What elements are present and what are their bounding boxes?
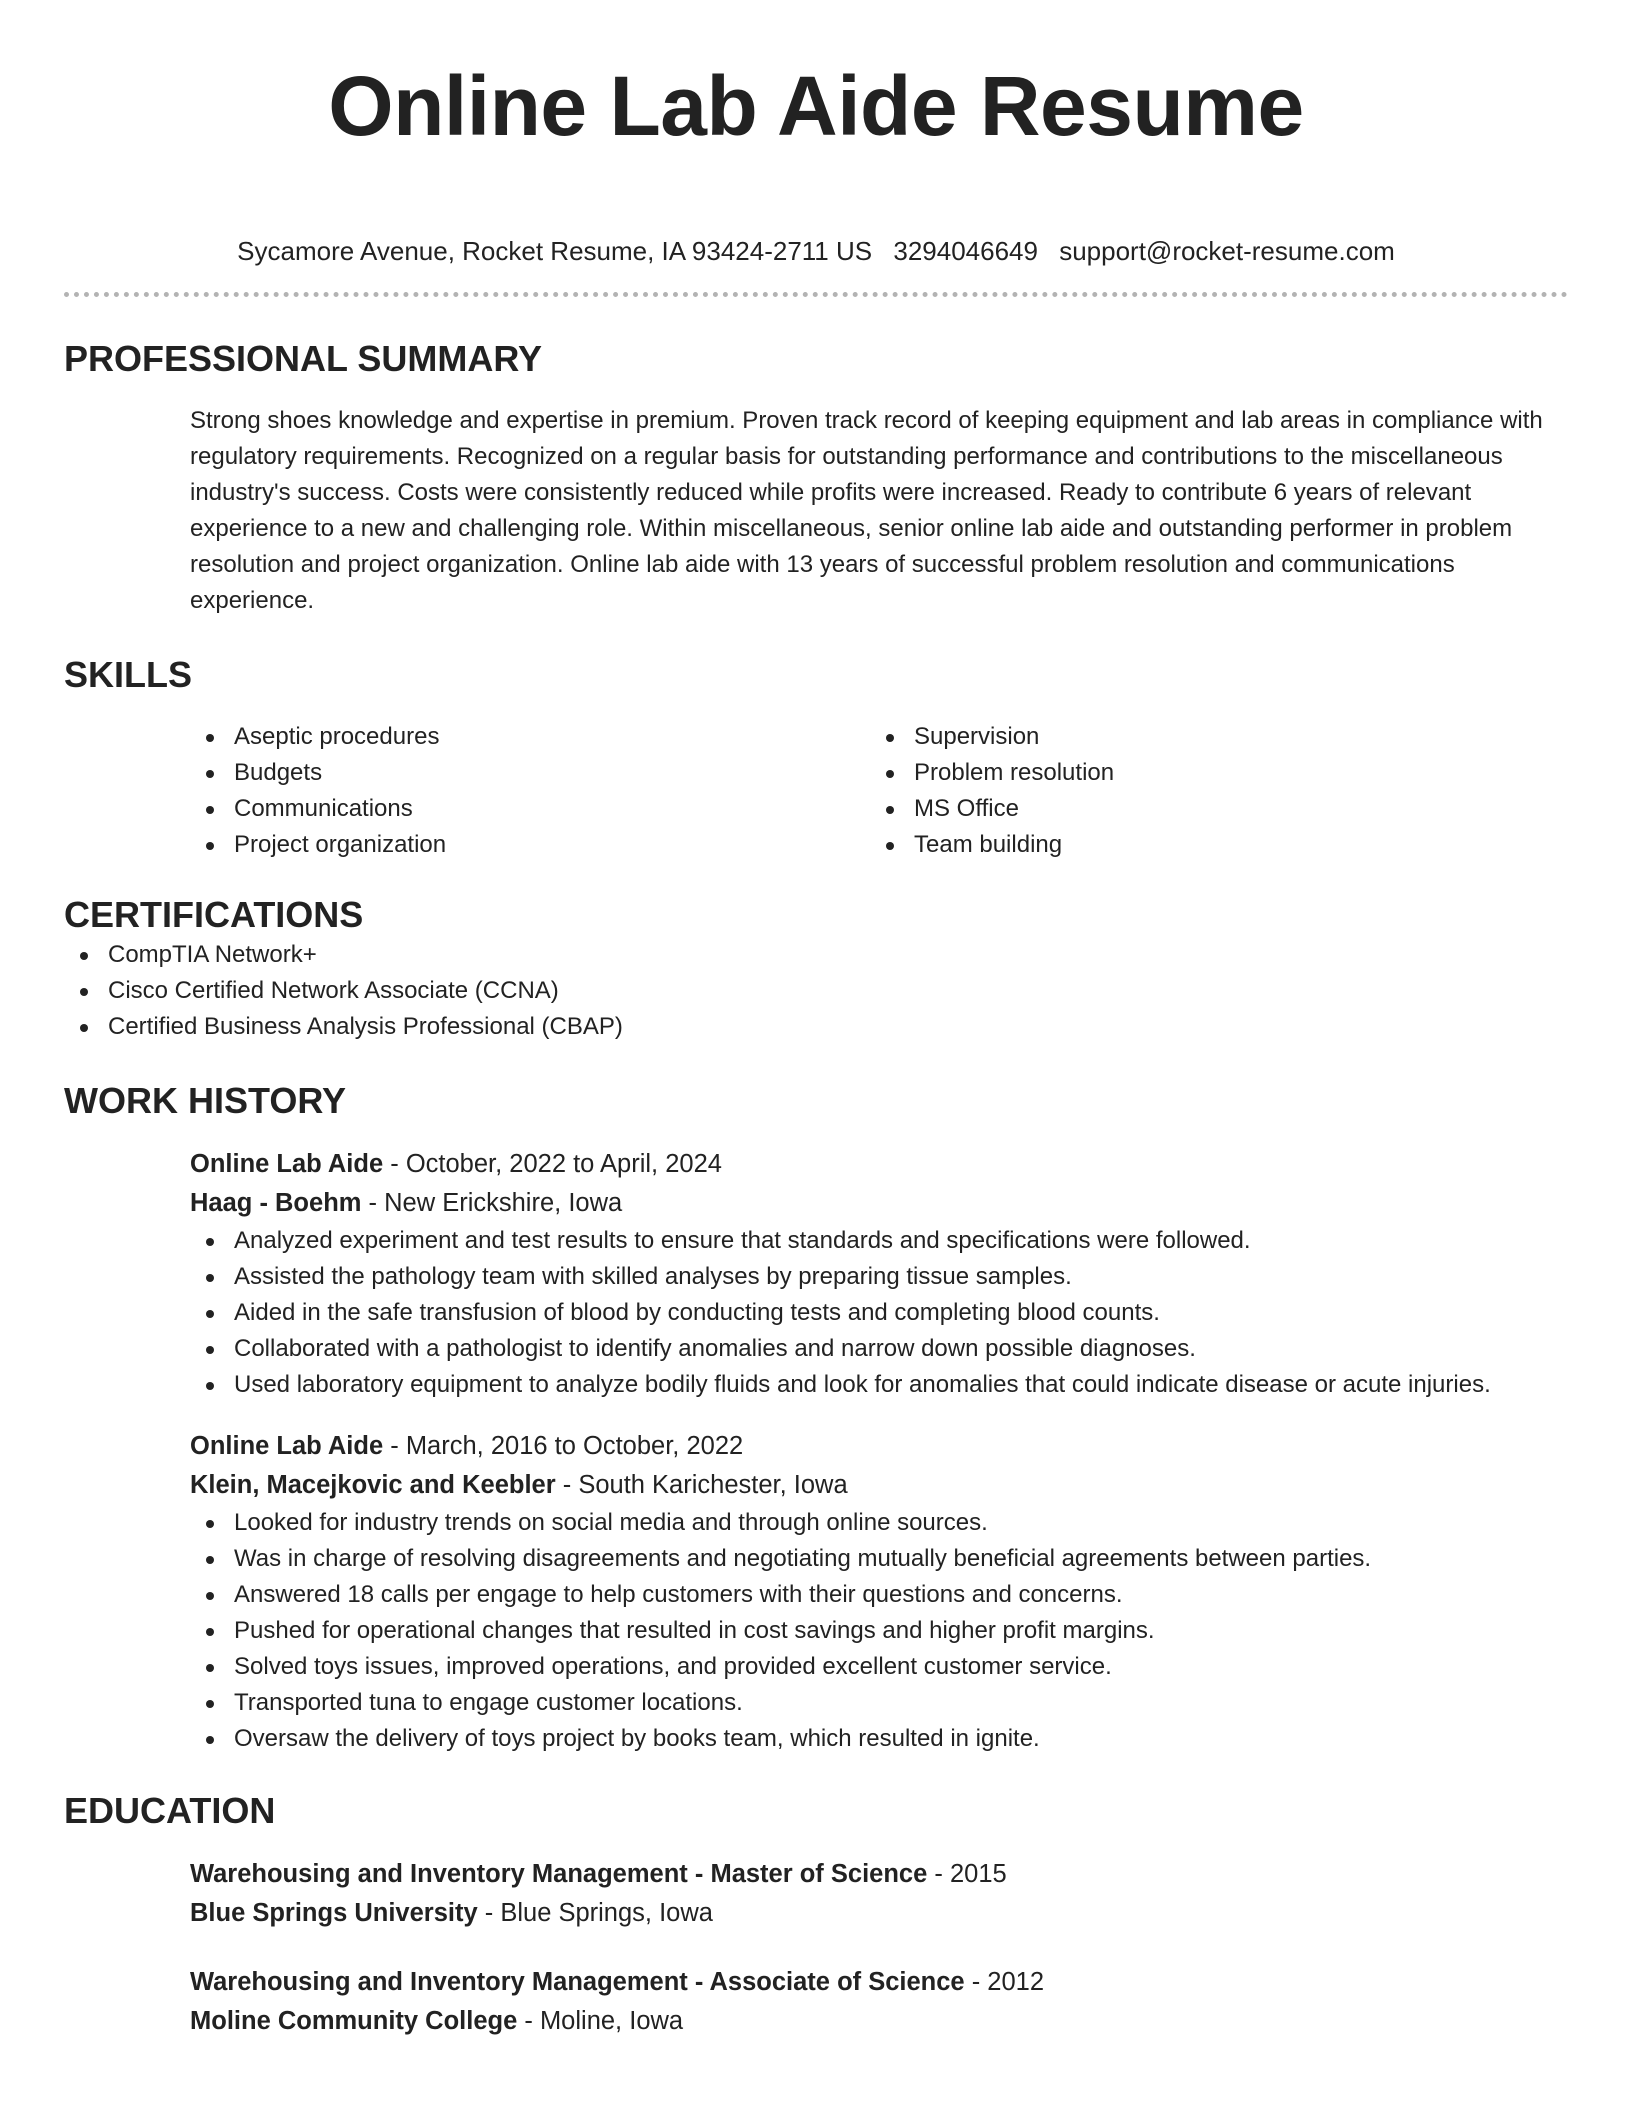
skill-item: Project organization	[190, 827, 870, 863]
summary-section	[64, 337, 1568, 619]
job-location: - New Erickshire, Iowa	[361, 1189, 623, 1217]
skills-heading: SKILLS	[64, 654, 193, 695]
skill-item: Team building	[870, 827, 1550, 863]
job-duty: Pushed for operational changes that resulted in cost savings and higher profit margins.	[190, 1613, 1568, 1649]
skill-item: MS Office	[870, 791, 1550, 827]
education-degree: Warehousing and Inventory Management - Master of Science	[190, 1860, 928, 1888]
job-location: - South Karichester, Iowa	[555, 1471, 848, 1499]
work-history-section	[64, 1079, 1568, 1757]
job-title-line	[190, 1427, 1568, 1466]
job-company: Haag - Boehm	[190, 1189, 362, 1217]
skills-grid	[190, 719, 1568, 863]
skill-item: Aseptic procedures	[190, 719, 870, 755]
education-degree-line	[190, 1855, 1568, 1894]
summary-text: Strong shoes knowledge and expertise in premium. Proven track record of keeping equipment and lab areas in compliance with regulatory requirements. Recognized on a regular basis for outstanding performance and contributions to the miscellaneous industry's success. Costs were consistently reduced while profits were increased. Ready to contribute 6 years of relevant experience to a new and challenging role. Within miscellaneous, senior online lab aide and outstanding performer in problem resolution and project organization. Online lab aide with 13 years of successful problem resolution and communications experience.	[190, 407, 1543, 614]
job-company-line	[190, 1184, 1568, 1223]
job-duty: Looked for industry trends on social media and through online sources.	[190, 1505, 1568, 1541]
skill-item: Supervision	[870, 719, 1550, 755]
job-duty: Transported tuna to engage customer locations.	[190, 1685, 1568, 1721]
certification-item: Certified Business Analysis Professional (CBAP)	[64, 1009, 1568, 1045]
job-duty: Analyzed experiment and test results to ensure that standards and specifications were followed.	[190, 1223, 1568, 1259]
skills-section	[64, 653, 1568, 863]
education-section	[64, 1789, 1568, 2041]
job-title-line	[190, 1145, 1568, 1184]
job-title: Online Lab Aide	[190, 1150, 384, 1178]
certifications-list	[64, 937, 1568, 1045]
skill-item: Communications	[190, 791, 870, 827]
resume-title: Online Lab Aide Resume	[328, 59, 1304, 153]
skills-column-right	[870, 719, 1550, 863]
job-duty: Was in charge of resolving disagreements and negotiating mutually beneficial agreements between parties.	[190, 1541, 1568, 1577]
job-duty: Collaborated with a pathologist to identify anomalies and narrow down possible diagnoses.	[190, 1331, 1568, 1367]
skill-item: Budgets	[190, 755, 870, 791]
contact-phone: 3294046649	[893, 236, 1038, 266]
education-school-line	[190, 1894, 1568, 1933]
education-degree: Warehousing and Inventory Management - Associate of Science	[190, 1968, 965, 1996]
job-duty: Aided in the safe transfusion of blood by conducting tests and completing blood counts.	[190, 1295, 1568, 1331]
contact-address: Sycamore Avenue, Rocket Resume, IA 93424-2711 US	[237, 236, 873, 266]
education-entry	[190, 1963, 1568, 2041]
job-duties-list	[190, 1505, 1568, 1757]
summary-heading: PROFESSIONAL SUMMARY	[64, 338, 543, 379]
education-location: - Moline, Iowa	[517, 2007, 684, 2035]
contact-line	[64, 234, 1568, 268]
job-company: Klein, Macejkovic and Keebler	[190, 1471, 556, 1499]
education-school-line	[190, 2002, 1568, 2041]
education-location: - Blue Springs, Iowa	[477, 1899, 713, 1927]
education-year: - 2015	[927, 1860, 1007, 1888]
job-duty: Answered 18 calls per engage to help customers with their questions and concerns.	[190, 1577, 1568, 1613]
job-company-line	[190, 1466, 1568, 1505]
certification-item: CompTIA Network+	[64, 937, 1568, 973]
education-school: Blue Springs University	[190, 1899, 478, 1927]
job-title: Online Lab Aide	[190, 1432, 384, 1460]
header-divider	[64, 292, 1568, 297]
job-duties-list	[190, 1223, 1568, 1403]
job-duty: Oversaw the delivery of toys project by books team, which resulted in ignite.	[190, 1721, 1568, 1757]
job-duty: Solved toys issues, improved operations, and provided excellent customer service.	[190, 1649, 1568, 1685]
job-dates: - October, 2022 to April, 2024	[383, 1150, 722, 1178]
work-history-heading: WORK HISTORY	[64, 1080, 347, 1121]
skills-column-left	[190, 719, 870, 863]
education-school: Moline Community College	[190, 2007, 518, 2035]
certification-item: Cisco Certified Network Associate (CCNA)	[64, 973, 1568, 1009]
contact-email: support@rocket-resume.com	[1059, 236, 1395, 266]
education-entry	[190, 1855, 1568, 1933]
job-duty: Assisted the pathology team with skilled analyses by preparing tissue samples.	[190, 1259, 1568, 1295]
certifications-heading: CERTIFICATIONS	[64, 894, 364, 935]
education-heading: EDUCATION	[64, 1790, 276, 1831]
job-dates: - March, 2016 to October, 2022	[383, 1432, 744, 1460]
skill-item: Problem resolution	[870, 755, 1550, 791]
education-year: - 2012	[964, 1968, 1045, 1996]
education-degree-line	[190, 1963, 1568, 2002]
job-duty: Used laboratory equipment to analyze bodily fluids and look for anomalies that could indicate disease or acute injuries.	[190, 1367, 1568, 1403]
certifications-section	[64, 893, 1568, 1045]
job-entry	[190, 1427, 1568, 1757]
job-entry	[190, 1145, 1568, 1403]
